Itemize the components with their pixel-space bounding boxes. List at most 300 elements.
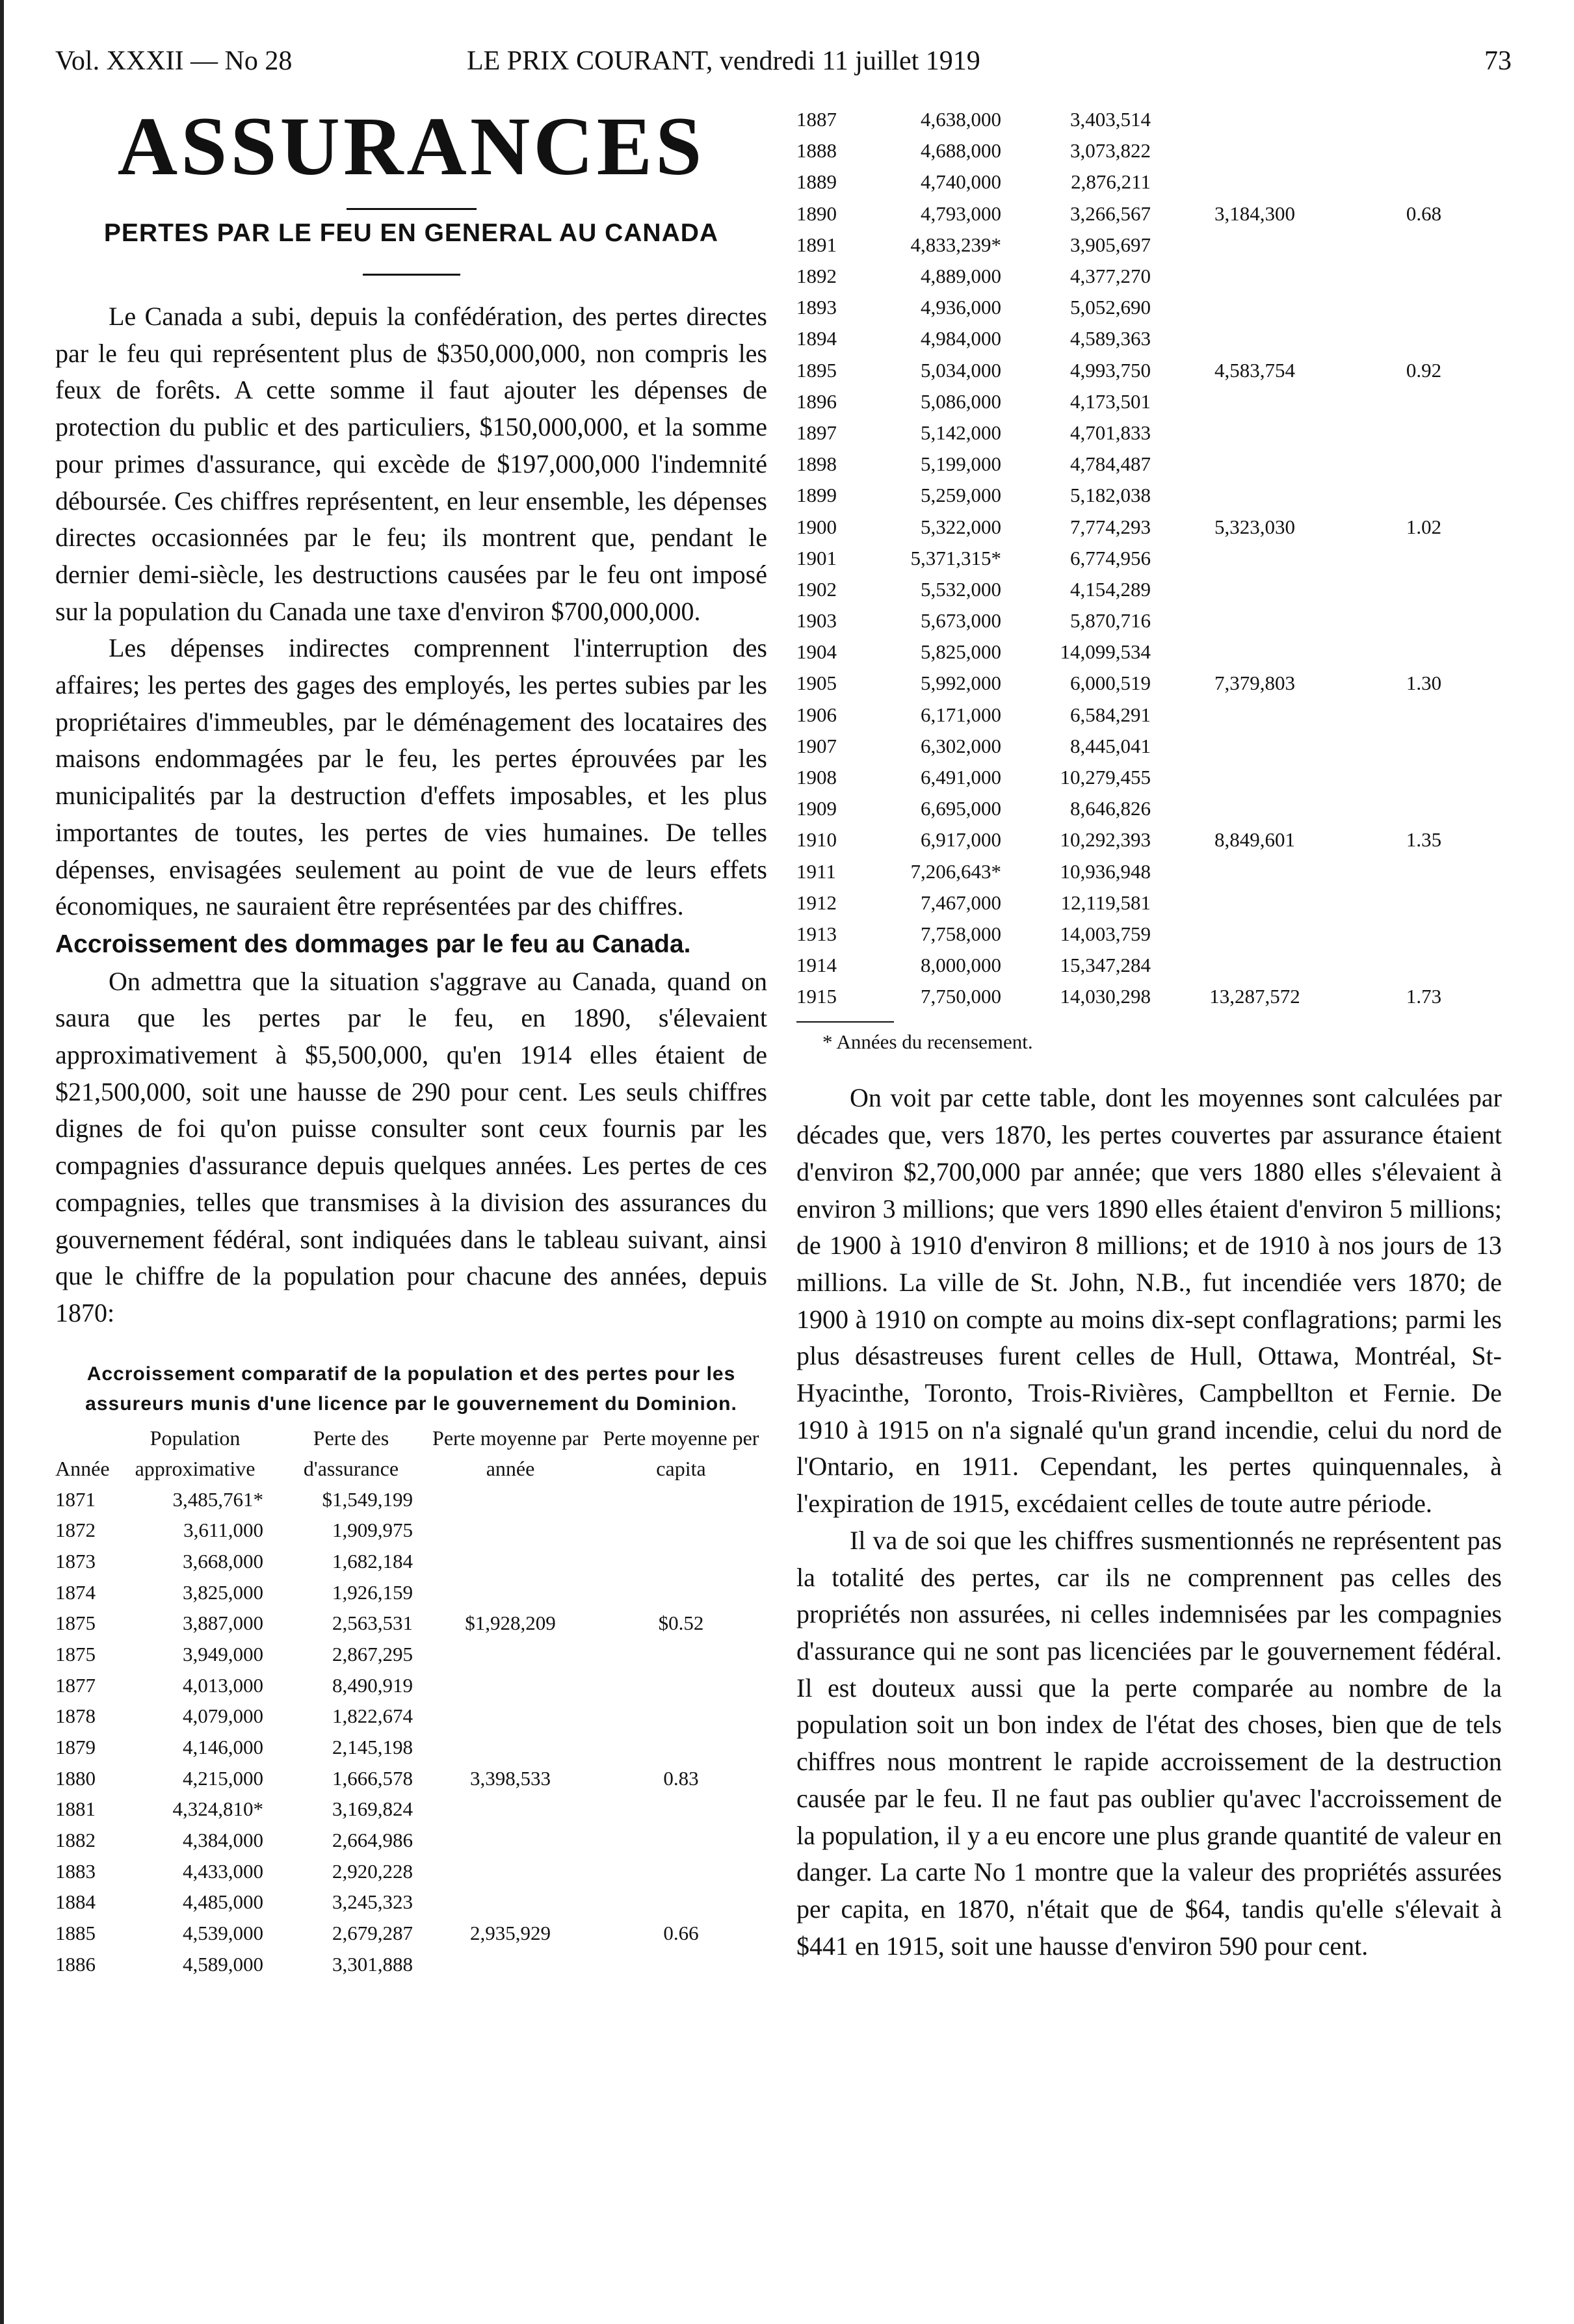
table-row [796, 449, 1502, 480]
header-insurance-loss: Perte des d'assurance [303, 1426, 399, 1480]
table-row [796, 574, 1502, 605]
cell-population: 3,887,000 [183, 1612, 263, 1635]
table-row [796, 323, 1502, 354]
publication-title: LE PRIX COURANT, vendredi 11 juillet 1919 [467, 46, 980, 76]
table-row [55, 1670, 767, 1701]
table-row [55, 1794, 767, 1825]
table-row [55, 1918, 767, 1949]
table-row [796, 824, 1502, 855]
table-row [796, 480, 1502, 511]
cell-population: 7,467,000 [921, 891, 1001, 914]
cell-average-per-year [426, 1887, 595, 1918]
cell-average-per-year: $1,928,209 [465, 1612, 556, 1635]
cell-population: 7,206,643* [910, 859, 1001, 883]
cell-average-per-year [1164, 731, 1346, 762]
cell-insurance-loss: 8,646,826 [1070, 797, 1151, 820]
cell-year: 1891 [796, 233, 837, 256]
cell-average-per-capita [595, 1856, 767, 1887]
cell-insurance-loss: 6,000,519 [1070, 672, 1151, 695]
table-row [796, 229, 1502, 261]
cell-population: 4,384,000 [183, 1829, 263, 1852]
cell-average-per-year [1164, 574, 1346, 605]
cell-average-per-year [426, 1577, 595, 1608]
cell-average-per-year [1164, 699, 1346, 731]
cell-insurance-loss: 1,666,578 [332, 1766, 413, 1790]
cell-year: 1878 [55, 1704, 96, 1728]
cell-year: 1871 [55, 1487, 96, 1511]
cell-year: 1904 [796, 640, 837, 664]
cell-average-per-year [1164, 104, 1346, 135]
cell-year: 1894 [796, 327, 837, 350]
cell-population: 4,215,000 [183, 1766, 263, 1790]
cell-average-per-year [1164, 950, 1346, 981]
cell-population: 4,485,000 [183, 1890, 263, 1914]
cell-average-per-year: 8,849,601 [1214, 828, 1295, 852]
cell-average-per-capita [1346, 919, 1502, 950]
table-row [796, 605, 1502, 636]
table-row [796, 166, 1502, 198]
table-row [796, 793, 1502, 824]
cell-average-per-year [426, 1825, 595, 1856]
article-subtitle: PERTES PAR LE FEU EN GENERAL AU CANADA [103, 219, 719, 247]
cell-year: 1912 [796, 891, 837, 914]
cell-average-per-year [426, 1670, 595, 1701]
cell-year: 1873 [55, 1549, 96, 1573]
cell-insurance-loss: 3,905,697 [1070, 233, 1151, 256]
intro-paragraph-1: Le Canada a subi, depuis la confédération, des pertes directes par le feu qui représentent plus de $350,000,000, non compris les feux de forêts. A cette somme il faut ajouter les dépenses de protection du public et des particuliers, $150,000,000, et la somme pour primes d'assurance, qui excède de $197,000,000 l'indemnité déboursée. Ces chiffres représentent, en leur ensemble, les dépenses directes occasionnées par le feu; ils montrent que, pendant le dernier demi-siècle, les destructions causées par le feu ont imposé sur la population du Canada une taxe d'environ $700,000,000. [55, 302, 767, 626]
cell-average-per-capita: $0.52 [658, 1612, 704, 1635]
section-paragraph: On admettra que la situation s'aggrave au Canada, quand on saura que les pertes par le feu, en 1890, s'élevaient approximativement à $5,500,000, qu'en 1914 elles étaient de $21,500,000, soit une hausse de 290 pour cent. Les seuls chiffres dignes de foi qu'on puisse consulter sont ceux fournis par les compagnies d'assurance depuis quelques années. Les pertes de ces compagnies, telles que transmises à la division des assurances du gouvernement fédéral, sont indiquées dans le tableau suivant, ainsi que le chiffre de la population pour chacune des années, depuis 1870: [55, 966, 767, 1327]
page-header [55, 46, 1512, 85]
cell-population: 4,833,239* [910, 233, 1001, 256]
section-heading: Accroissement des dommages par le feu au Canada. [55, 930, 691, 958]
cell-year: 1906 [796, 703, 837, 726]
cell-population: 4,433,000 [183, 1859, 263, 1883]
table-row [55, 1887, 767, 1918]
cell-average-per-capita [1346, 605, 1502, 636]
cell-population: 5,199,000 [921, 452, 1001, 476]
cell-insurance-loss: 1,909,975 [332, 1519, 413, 1542]
cell-average-per-capita [595, 1639, 767, 1670]
cell-population: 3,949,000 [183, 1642, 263, 1665]
left-column [55, 100, 767, 1980]
cell-population: 4,936,000 [921, 296, 1001, 319]
cell-insurance-loss: 4,993,750 [1070, 358, 1151, 382]
cell-average-per-year [1164, 636, 1346, 668]
cell-year: 1902 [796, 577, 837, 601]
cell-population: 7,758,000 [921, 922, 1001, 945]
cell-year: 1905 [796, 672, 837, 695]
table-row [796, 668, 1502, 699]
cell-insurance-loss: 4,173,501 [1070, 389, 1151, 413]
cell-insurance-loss: 8,445,041 [1070, 734, 1151, 757]
cell-year: 1883 [55, 1859, 96, 1883]
cell-year: 1881 [55, 1797, 96, 1821]
cell-population: 4,688,000 [921, 139, 1001, 163]
cell-insurance-loss: $1,549,199 [322, 1487, 413, 1511]
cell-year: 1913 [796, 922, 837, 945]
cell-year: 1890 [796, 202, 837, 225]
cell-insurance-loss: 3,169,824 [332, 1797, 413, 1821]
cell-average-per-year: 13,287,572 [1209, 985, 1300, 1008]
cell-population: 6,302,000 [921, 734, 1001, 757]
cell-insurance-loss: 2,563,531 [332, 1612, 413, 1635]
cell-average-per-year [1164, 605, 1346, 636]
cell-year: 1877 [55, 1673, 96, 1697]
cell-insurance-loss: 5,870,716 [1070, 609, 1151, 633]
table-row [796, 417, 1502, 449]
cell-average-per-capita [595, 1732, 767, 1763]
table-row [55, 1515, 767, 1546]
cell-average-per-capita [1346, 323, 1502, 354]
losses-table-left [55, 1423, 767, 1980]
cell-average-per-year [1164, 261, 1346, 292]
cell-average-per-capita [1346, 856, 1502, 887]
cell-average-per-year: 2,935,929 [470, 1922, 551, 1945]
table-row [796, 919, 1502, 950]
table-row [796, 135, 1502, 166]
table-row [796, 104, 1502, 135]
cell-insurance-loss: 15,347,284 [1060, 954, 1151, 977]
cell-insurance-loss: 5,182,038 [1070, 484, 1151, 507]
table-row [55, 1825, 767, 1856]
cell-average-per-year: 5,323,030 [1214, 515, 1295, 538]
cell-year: 1915 [796, 985, 837, 1008]
table-row [796, 511, 1502, 542]
cell-insurance-loss: 4,589,363 [1070, 327, 1151, 350]
cell-average-per-year [426, 1546, 595, 1577]
cell-average-per-capita [1346, 950, 1502, 981]
header-year: Année [55, 1456, 110, 1480]
cell-average-per-capita [1346, 229, 1502, 261]
table-row [796, 543, 1502, 574]
cell-population: 5,992,000 [921, 672, 1001, 695]
table-body-left [55, 1484, 767, 1980]
table-row [55, 1546, 767, 1577]
cell-average-per-year [1164, 229, 1346, 261]
cell-average-per-capita [595, 1949, 767, 1980]
table-row [796, 981, 1502, 1012]
cell-average-per-year [1164, 166, 1346, 198]
cell-population: 7,750,000 [921, 985, 1001, 1008]
cell-average-per-year [1164, 856, 1346, 887]
cell-insurance-loss: 8,490,919 [332, 1673, 413, 1697]
cell-insurance-loss: 2,679,287 [332, 1922, 413, 1945]
cell-population: 5,259,000 [921, 484, 1001, 507]
cell-population: 6,917,000 [921, 828, 1001, 852]
cell-average-per-capita [595, 1670, 767, 1701]
cell-average-per-year [1164, 793, 1346, 824]
cell-population: 6,491,000 [921, 766, 1001, 789]
cell-average-per-year [1164, 887, 1346, 919]
table-row [796, 386, 1502, 417]
cell-year: 1882 [55, 1829, 96, 1852]
cell-population: 4,146,000 [183, 1736, 263, 1759]
table-row [55, 1577, 767, 1608]
cell-year: 1884 [55, 1890, 96, 1914]
cell-average-per-capita: 1.73 [1406, 985, 1442, 1008]
cell-year: 1897 [796, 421, 837, 444]
table-row [796, 261, 1502, 292]
cell-year: 1910 [796, 828, 837, 852]
cell-population: 4,638,000 [921, 108, 1001, 131]
cell-average-per-capita [1346, 636, 1502, 668]
cell-year: 1909 [796, 797, 837, 820]
table-row [55, 1701, 767, 1732]
analysis-paragraph-1: On voit par cette table, dont les moyennes sont calculées par décades que, vers 1870, les pertes couvertes par assurance étaient d'environ $2,700,000 par année; que vers 1880 elles s'élevaient à environ 3 millions; que vers 1890 elles étaient d'environ 5 millions; de 1900 à 1910 d'environ 8 millions; et de 1910 à nos jours de 13 millions. La ville de St. John, N.B., fut incendiée vers 1870; de 1900 à 1910 on compte au moins dix-sept conflagrations; parmi les plus désastreuses furent celles de Hull, Ottawa, Montréal, St-Hyacinthe, Toronto, Trois-Rivières, Campbellton et Fernie. De 1910 à 1915 on n'a signalé qu'un grand incendie, celui du nord de l'Ontario, en 1911. Cependant, les pertes quinquennales, à l'expiration de 1915, excédaient celles de toute autre période. [796, 1083, 1502, 1519]
cell-insurance-loss: 3,301,888 [332, 1952, 413, 1976]
cell-year: 1875 [55, 1612, 96, 1635]
cell-population: 6,171,000 [921, 703, 1001, 726]
cell-population: 6,695,000 [921, 797, 1001, 820]
cell-population: 4,013,000 [183, 1673, 263, 1697]
cell-average-per-capita [1346, 480, 1502, 511]
cell-year: 1901 [796, 546, 837, 569]
cell-average-per-year [1164, 323, 1346, 354]
cell-population: 5,034,000 [921, 358, 1001, 382]
cell-year: 1898 [796, 452, 837, 476]
cell-population: 5,673,000 [921, 609, 1001, 633]
cell-year: 1903 [796, 609, 837, 633]
cell-insurance-loss: 7,774,293 [1070, 515, 1151, 538]
cell-year: 1895 [796, 358, 837, 382]
table-row [796, 950, 1502, 981]
table-body-right [796, 104, 1502, 1012]
cell-average-per-year [1164, 386, 1346, 417]
cell-average-per-year: 4,583,754 [1214, 358, 1295, 382]
cell-average-per-capita [595, 1577, 767, 1608]
cell-population: 4,740,000 [921, 170, 1001, 194]
cell-average-per-capita [1346, 887, 1502, 919]
cell-year: 1896 [796, 389, 837, 413]
cell-average-per-capita [1346, 292, 1502, 323]
cell-year: 1887 [796, 108, 837, 131]
cell-insurance-loss: 3,073,822 [1070, 139, 1151, 163]
cell-insurance-loss: 3,266,567 [1070, 202, 1151, 225]
cell-year: 1886 [55, 1952, 96, 1976]
table-row [796, 292, 1502, 323]
cell-year: 1875 [55, 1642, 96, 1665]
cell-insurance-loss: 10,936,948 [1060, 859, 1151, 883]
analysis-paragraph-2: Il va de soi que les chiffres susmentionnés ne représentent pas la totalité des pertes, car ils ne comprennent pas celles des propriétés non assurées, ni celles indemnisées par les compagnies d'assurance qui ne sont pas licenciées par le gouvernement fédéral. Il est douteux aussi que la perte comparée au nombre de la population soit un bon index de l'état des choses, bien que de tels chiffres nous montrent le rapide accroissement de la destruction causée par le feu. Il ne faut pas oublier qu'avec l'accroissement de la population, il y a eu encore une plus grande quantité de valeur en danger. La carte No 1 montre que la valeur des propriétés assurées per capita, en 1870, n'était que de $64, tandis qu'elle s'élevait à $441 en 1915, soit une hausse d'environ 590 pour cent. [796, 1525, 1502, 1961]
cell-insurance-loss: 2,920,228 [332, 1859, 413, 1883]
cell-insurance-loss: 14,003,759 [1060, 922, 1151, 945]
cell-population: 4,324,810* [172, 1797, 263, 1821]
cell-average-per-capita [595, 1794, 767, 1825]
cell-insurance-loss: 1,926,159 [332, 1580, 413, 1604]
cell-average-per-capita [595, 1825, 767, 1856]
cell-insurance-loss: 1,822,674 [332, 1704, 413, 1728]
cell-average-per-year: 7,379,803 [1214, 672, 1295, 695]
cell-year: 1914 [796, 954, 837, 977]
cell-year: 1893 [796, 296, 837, 319]
table-row [55, 1763, 767, 1794]
cell-average-per-year [426, 1949, 595, 1980]
cell-insurance-loss: 3,403,514 [1070, 108, 1151, 131]
cell-average-per-year [426, 1639, 595, 1670]
cell-average-per-capita [1346, 762, 1502, 793]
cell-average-per-capita [1346, 135, 1502, 166]
table-footnote: * Années du recensement. [822, 1030, 1033, 1054]
title-rule [347, 208, 477, 210]
cell-average-per-capita: 0.83 [663, 1766, 699, 1790]
volume-number: Vol. XXXII — No 28 [55, 46, 293, 76]
cell-population: 4,539,000 [183, 1922, 263, 1945]
cell-year: 1885 [55, 1922, 96, 1945]
header-population: Population approximative [135, 1426, 256, 1480]
table-row [55, 1484, 767, 1515]
header-average-per-capita: Perte moyenne per capita [603, 1426, 759, 1480]
cell-insurance-loss: 10,292,393 [1060, 828, 1151, 852]
table-row [796, 887, 1502, 919]
page-number: 73 [1484, 46, 1512, 76]
table-row [796, 762, 1502, 793]
cell-average-per-year [1164, 543, 1346, 574]
table-row [796, 355, 1502, 386]
cell-average-per-capita [595, 1546, 767, 1577]
cell-population: 5,371,315* [910, 546, 1001, 569]
cell-insurance-loss: 14,030,298 [1060, 985, 1151, 1008]
cell-average-per-year [426, 1732, 595, 1763]
right-column [796, 104, 1502, 1965]
cell-average-per-capita [595, 1484, 767, 1515]
table-header-row [55, 1423, 767, 1484]
cell-insurance-loss: 4,154,289 [1070, 577, 1151, 601]
cell-average-per-capita [595, 1701, 767, 1732]
cell-average-per-capita [1346, 731, 1502, 762]
cell-average-per-year [426, 1701, 595, 1732]
cell-average-per-year [1164, 135, 1346, 166]
cell-average-per-year [1164, 919, 1346, 950]
cell-population: 4,079,000 [183, 1704, 263, 1728]
article-title: ASSURANCES [117, 100, 705, 192]
cell-year: 1908 [796, 766, 837, 789]
cell-population: 5,322,000 [921, 515, 1001, 538]
cell-year: 1911 [796, 859, 836, 883]
cell-insurance-loss: 2,876,211 [1071, 170, 1151, 194]
cell-population: 4,793,000 [921, 202, 1001, 225]
cell-insurance-loss: 5,052,690 [1070, 296, 1151, 319]
page-binding-edge [0, 0, 4, 2324]
table-row [796, 856, 1502, 887]
cell-year: 1880 [55, 1766, 96, 1790]
cell-insurance-loss: 3,245,323 [332, 1890, 413, 1914]
cell-average-per-year [426, 1794, 595, 1825]
cell-population: 4,984,000 [921, 327, 1001, 350]
cell-average-per-year [1164, 480, 1346, 511]
cell-population: 4,589,000 [183, 1952, 263, 1976]
cell-insurance-loss: 10,279,455 [1060, 766, 1151, 789]
cell-population: 3,485,761* [172, 1487, 263, 1511]
table-row [796, 636, 1502, 668]
cell-average-per-year [1164, 449, 1346, 480]
table-row [55, 1949, 767, 1980]
cell-average-per-capita [1346, 104, 1502, 135]
table-caption: Accroissement comparatif de la population et des pertes pour les assureurs munis d'une licence par le gouvernement du Dominion. [85, 1363, 737, 1415]
cell-population: 3,825,000 [183, 1580, 263, 1604]
cell-population: 3,668,000 [183, 1549, 263, 1573]
cell-average-per-year [426, 1515, 595, 1546]
cell-population: 8,000,000 [921, 954, 1001, 977]
table-row [55, 1639, 767, 1670]
cell-insurance-loss: 4,784,487 [1070, 452, 1151, 476]
table-row [796, 198, 1502, 229]
cell-year: 1879 [55, 1736, 96, 1759]
cell-average-per-capita [595, 1515, 767, 1546]
table-row [55, 1856, 767, 1887]
footnote-rule [796, 1021, 894, 1023]
cell-insurance-loss: 2,664,986 [332, 1829, 413, 1852]
cell-population: 3,611,000 [183, 1519, 263, 1542]
cell-average-per-capita [1346, 261, 1502, 292]
cell-average-per-capita: 1.02 [1406, 515, 1442, 538]
cell-average-per-capita [1346, 574, 1502, 605]
intro-paragraph-2: Les dépenses indirectes comprennent l'interruption des affaires; les pertes des gages des employés, les pertes subies par les propriétaires d'immeubles, par le déménagement des locataires des maisons endommagées par le feu, les pertes éprouvées par les municipalités par la destruction d'effets imposables, et les plus importantes de toutes, les pertes de vies humaines. De telles dépenses, envisagées seulement au point de vue de leurs effets économiques, ne sauraient être représentées par des chiffres. [55, 633, 767, 921]
cell-average-per-capita [1346, 699, 1502, 731]
cell-insurance-loss: 6,584,291 [1070, 703, 1151, 726]
losses-table-right [796, 104, 1502, 1012]
cell-year: 1889 [796, 170, 837, 194]
cell-year: 1907 [796, 734, 837, 757]
cell-average-per-capita [1346, 793, 1502, 824]
cell-insurance-loss: 2,145,198 [332, 1736, 413, 1759]
cell-insurance-loss: 2,867,295 [332, 1642, 413, 1665]
cell-average-per-year [426, 1484, 595, 1515]
cell-average-per-capita [595, 1887, 767, 1918]
table-row [796, 731, 1502, 762]
cell-average-per-capita [1346, 449, 1502, 480]
cell-insurance-loss: 12,119,581 [1060, 891, 1151, 914]
subtitle-rule [363, 274, 460, 276]
cell-average-per-capita: 0.66 [663, 1922, 699, 1945]
cell-average-per-capita [1346, 166, 1502, 198]
table-row [796, 699, 1502, 731]
cell-population: 5,825,000 [921, 640, 1001, 664]
header-average-per-year: Perte moyenne par année [432, 1426, 588, 1480]
cell-year: 1899 [796, 484, 837, 507]
cell-population: 5,142,000 [921, 421, 1001, 444]
cell-average-per-year: 3,398,533 [470, 1766, 551, 1790]
cell-year: 1892 [796, 265, 837, 288]
cell-average-per-year: 3,184,300 [1214, 202, 1295, 225]
cell-year: 1874 [55, 1580, 96, 1604]
cell-average-per-capita: 0.68 [1406, 202, 1442, 225]
cell-average-per-capita: 1.35 [1406, 828, 1442, 852]
cell-insurance-loss: 14,099,534 [1060, 640, 1151, 664]
cell-average-per-capita [1346, 386, 1502, 417]
cell-year: 1888 [796, 139, 837, 163]
cell-average-per-capita: 1.30 [1406, 672, 1442, 695]
cell-insurance-loss: 4,377,270 [1070, 265, 1151, 288]
cell-insurance-loss: 4,701,833 [1070, 421, 1151, 444]
table-row [55, 1608, 767, 1639]
cell-average-per-capita: 0.92 [1406, 358, 1442, 382]
cell-average-per-year [426, 1856, 595, 1887]
cell-average-per-capita [1346, 543, 1502, 574]
cell-insurance-loss: 6,774,956 [1070, 546, 1151, 569]
cell-average-per-capita [1346, 417, 1502, 449]
cell-population: 5,086,000 [921, 389, 1001, 413]
cell-average-per-year [1164, 762, 1346, 793]
cell-average-per-year [1164, 292, 1346, 323]
cell-year: 1872 [55, 1519, 96, 1542]
cell-population: 4,889,000 [921, 265, 1001, 288]
cell-year: 1900 [796, 515, 837, 538]
cell-insurance-loss: 1,682,184 [332, 1549, 413, 1573]
cell-average-per-year [1164, 417, 1346, 449]
cell-population: 5,532,000 [921, 577, 1001, 601]
table-row [55, 1732, 767, 1763]
